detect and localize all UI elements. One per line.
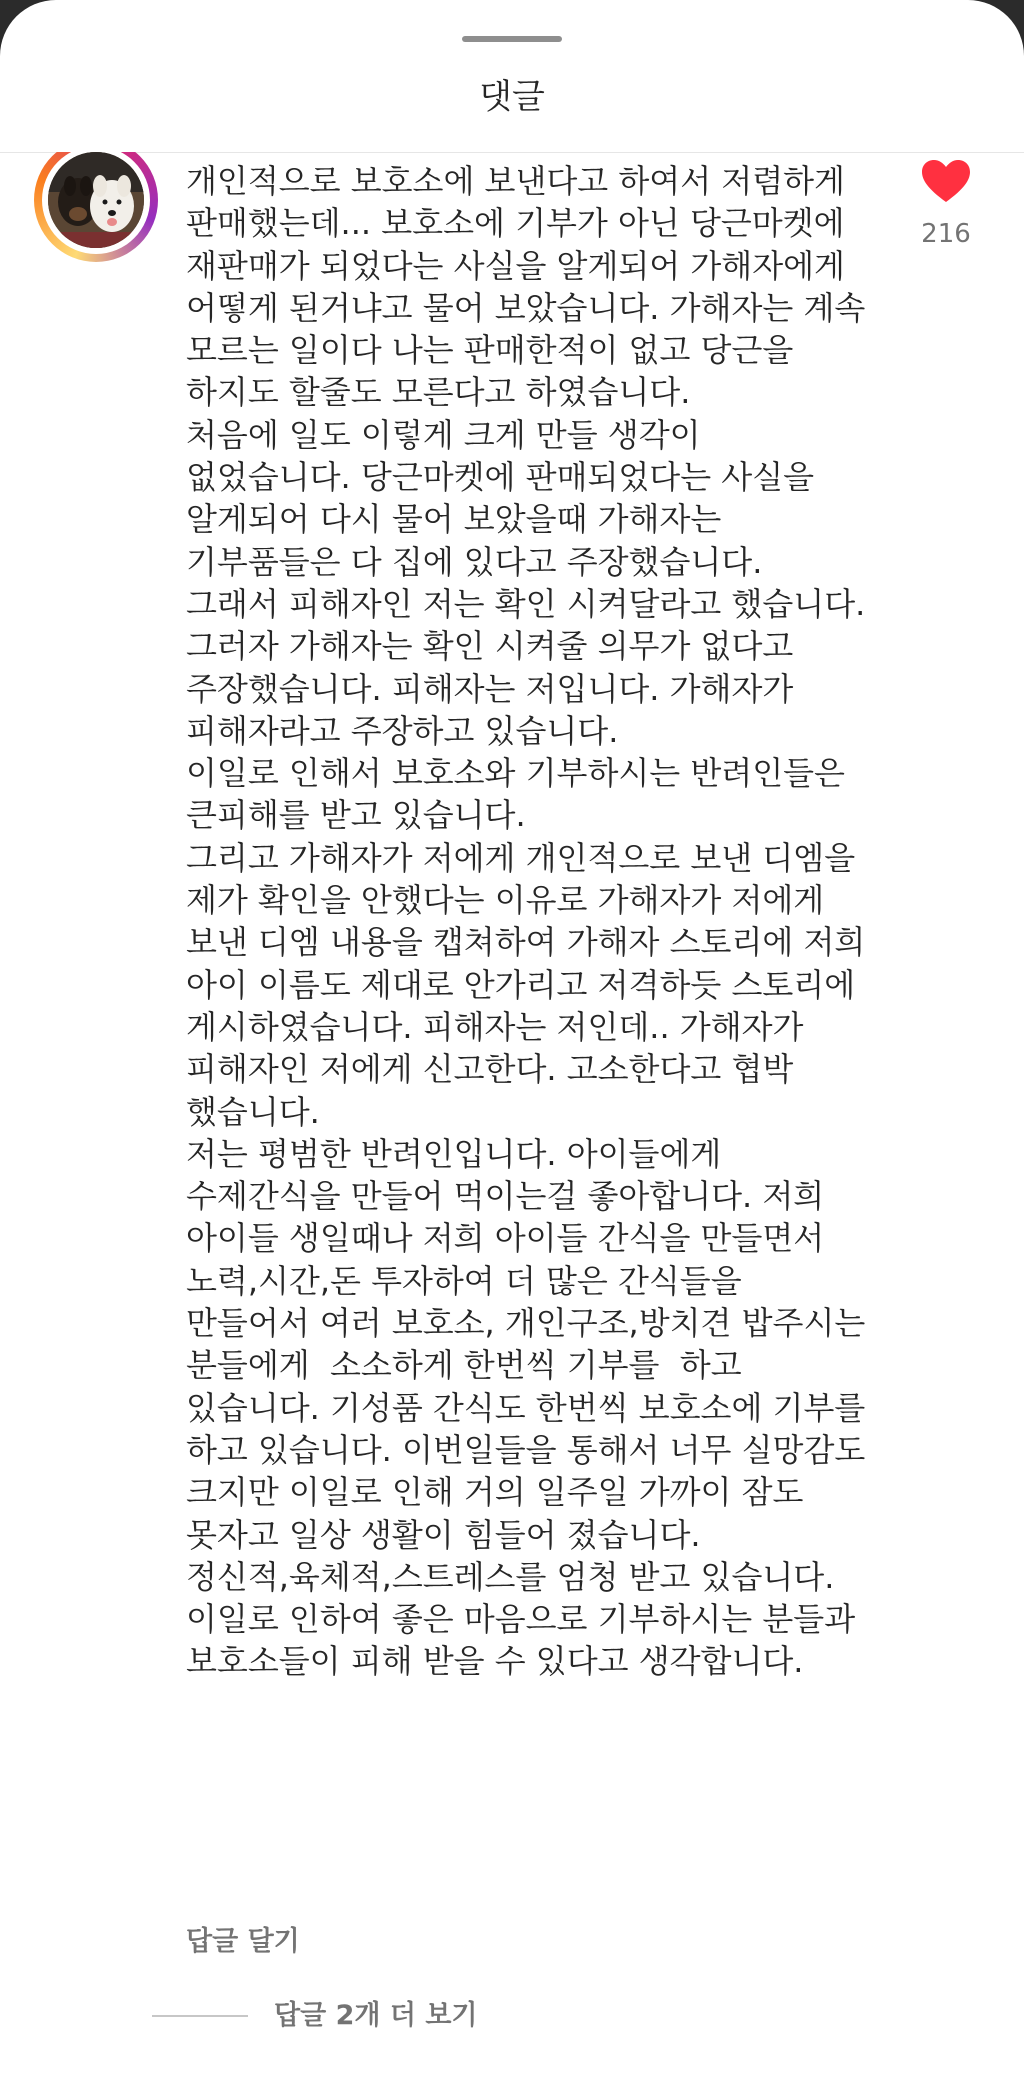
comment-line: 보호소들이 피해 받을 수 있다고 생각합니다. [186,1642,804,1681]
comment-line: 아이들 생일때나 저희 아이들 간식을 만들면서 [186,1219,825,1258]
comment-line: 만들어서 여러 보호소, 개인구조,방치견 밥주시는 [186,1304,866,1343]
heart-icon[interactable] [922,160,970,204]
comment-line: 게시하였습니다. 피해자는 저인데.. 가해자가 [186,1007,804,1046]
comment-line: 큰피해를 받고 있습니다. [186,796,526,835]
comment-line: 피해자인 저에게 신고한다. 고소한다고 협박 [186,1050,794,1089]
comment-line: 있습니다. 기성품 간식도 한번씩 보호소에 기부를 [186,1388,866,1427]
comment-line: 주장했습니다. 피해자는 저입니다. 가해자가 [186,669,794,708]
comment-line: 하지도 할줄도 모른다고 하였습니다. [186,373,691,412]
comment-line: 못자고 일상 생활이 힘들어 졌습니다. [186,1515,701,1554]
avatar[interactable] [48,152,144,248]
comment-line: 재판매가 되었다는 사실을 알게되어 가해자에게 [186,246,845,285]
comment-line: 노력,시간,돈 투자하여 더 많은 간식들을 [186,1261,742,1300]
sheet-title: 댓글 [479,77,545,117]
comment-line: 그러자 가해자는 확인 시켜줄 의무가 없다고 [186,627,794,666]
comment-line: 제가 확인을 안했다는 이유로 가해자가 저에게 [186,881,825,920]
comment-text [186,160,886,1683]
header-divider [0,152,1024,153]
comment-line: 분들에게 소소하게 한번씩 기부를 하고 [186,1346,742,1385]
comment-line: 했습니다. [186,1092,320,1131]
comment-line: 보낸 디엠 내용을 캡쳐하여 가해자 스토리에 저희 [186,923,866,962]
comment-line: 이일로 인해서 보호소와 기부하시는 반려인들은 [186,754,845,793]
replies-indent-line [152,2015,248,2017]
like-count: 216 [921,219,971,249]
comment-line: 하고 있습니다. 이번일들을 통해서 너무 실망감도 [186,1430,866,1469]
reply-button[interactable]: 답글 달기 [186,1926,300,1957]
comment-line: 알게되어 다시 물어 보았을때 가해자는 [186,500,722,539]
sheet-grab-handle[interactable] [462,36,562,42]
comment-line: 이일로 인하여 좋은 마음으로 기부하시는 분들과 [186,1600,856,1639]
comment-line: 어떻게 된거냐고 물어 보았습니다. 가해자는 계속 [186,288,866,327]
like-area [912,160,980,250]
view-more-replies-button[interactable] [152,1998,477,2034]
view-more-replies-label: 답글 2개 더 보기 [274,2000,478,2031]
avatar-story-ring[interactable] [34,138,158,262]
comment-line: 저는 평범한 반려인입니다. 아이들에게 [186,1134,722,1173]
comment-line: 처음에 일도 이렇게 크게 만들 생각이 [186,415,701,454]
comment-line: 아이 이름도 제대로 안가리고 저격하듯 스토리에 [186,965,856,1004]
comment-line: 그래서 피해자인 저는 확인 시켜달라고 했습니다. [186,584,866,623]
comment-line: 모르는 일이다 나는 판매한적이 없고 당근을 [186,331,794,370]
comment-line: 피해자라고 주장하고 있습니다. [186,711,619,750]
comment-line: 수제간식을 만들어 먹이는걸 좋아합니다. 저희 [186,1177,825,1216]
avatar-ring-gap [42,146,150,254]
comment-line: 없었습니다. 당근마켓에 판매되었다는 사실을 [186,458,815,497]
comment-line: 그리고 가해자가 저에게 개인적으로 보낸 디엠을 [186,838,856,877]
comment-line: 기부품들은 다 집에 있다고 주장했습니다. [186,542,763,581]
comment-line: 크지만 이일로 인해 거의 일주일 가까이 잠도 [186,1473,804,1512]
comment-line: 정신적,육체적,스트레스를 엄청 받고 있습니다. [186,1557,835,1596]
comment-line: 개인적으로 보호소에 보낸다고 하여서 저렴하게 [186,162,845,200]
comment-line: 판매했는데... 보호소에 기부가 아닌 당근마켓에 [186,204,845,243]
dog-profile-avatar [48,152,144,248]
